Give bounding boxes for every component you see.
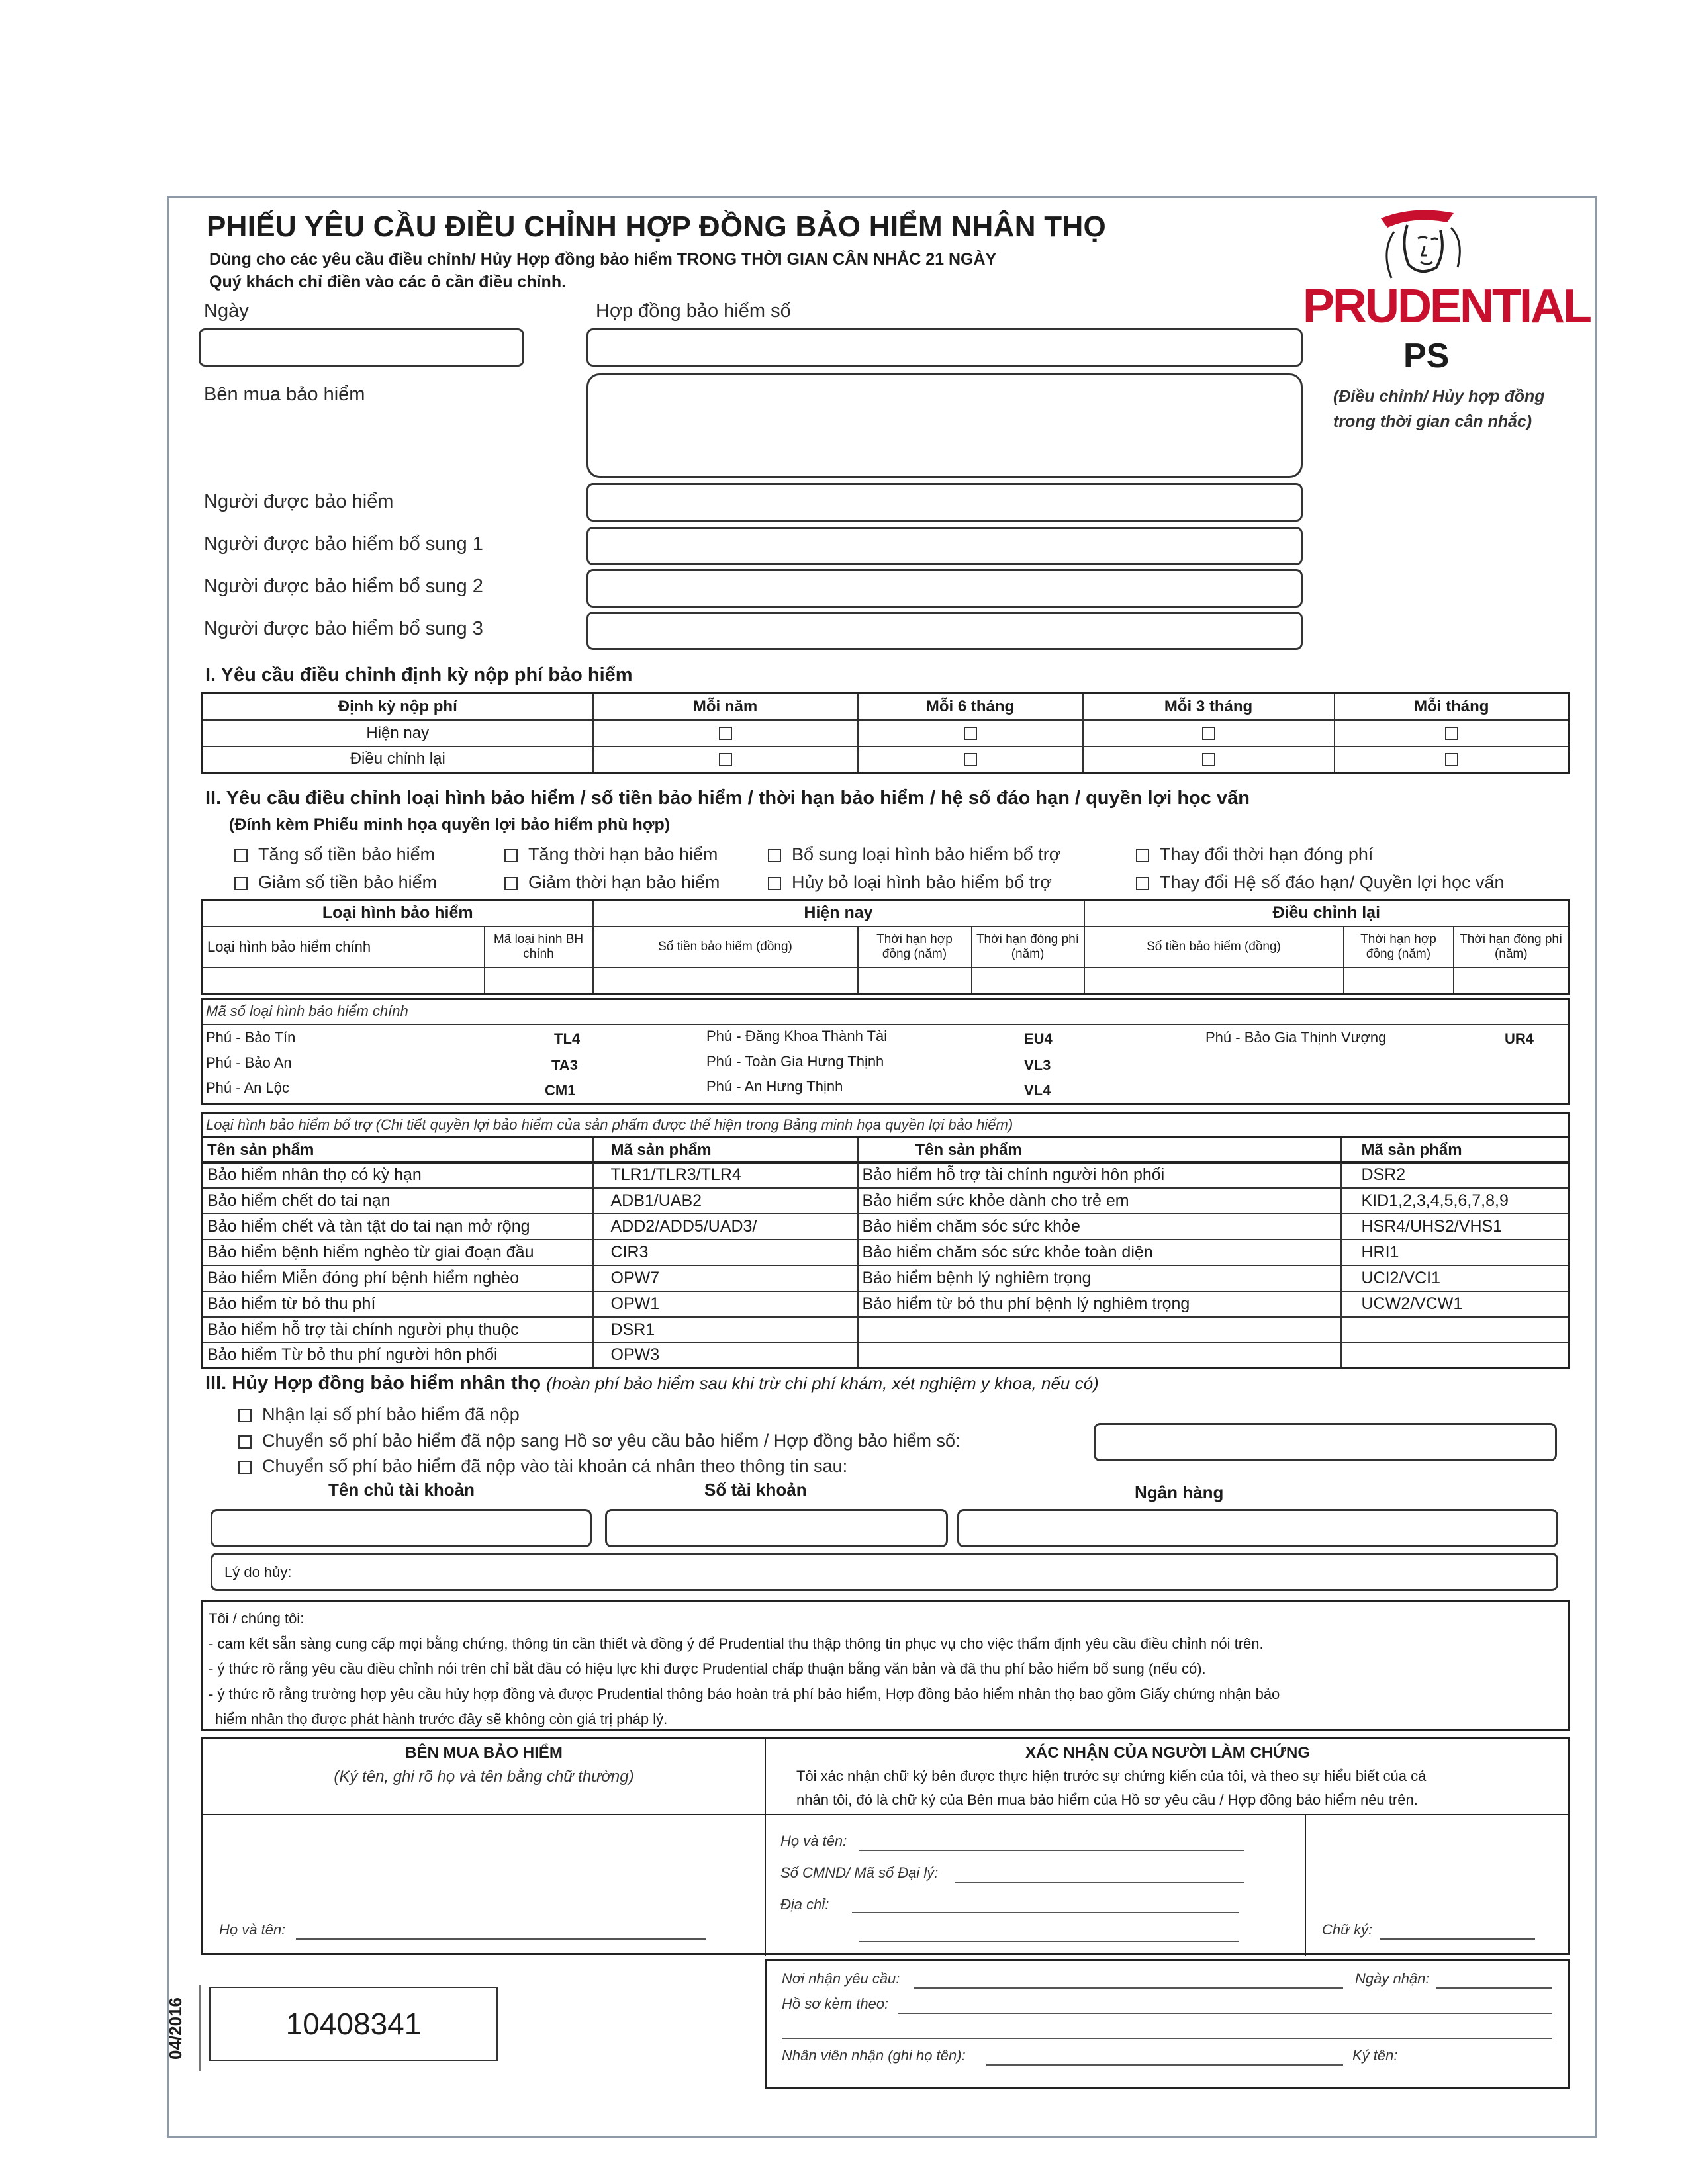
product-code-cell: TLR1/TLR3/TLR4	[593, 1162, 858, 1188]
input-cell[interactable]	[1084, 968, 1344, 994]
product-name-cell: Bảo hiểm bệnh hiểm nghèo từ giai đoạn đầu	[203, 1240, 593, 1265]
form-version: 04/2016	[165, 1997, 185, 2060]
bank-input[interactable]	[957, 1509, 1558, 1547]
riders-title-box	[201, 1112, 1570, 1136]
account-number-label: Số tài khoản	[704, 1480, 807, 1500]
product-name: Phú - Bảo An	[206, 1054, 292, 1071]
product-name-cell: Bảo hiểm chăm sóc sức khỏe toàn diện	[858, 1240, 1341, 1265]
checkbox[interactable]	[719, 727, 732, 740]
insured-1-input[interactable]	[586, 527, 1303, 565]
checkbox[interactable]	[1445, 727, 1458, 740]
checkbox[interactable]	[1136, 849, 1149, 862]
option-label: Giảm thời hạn bảo hiểm	[528, 872, 720, 892]
input-cell[interactable]	[858, 968, 972, 994]
product-name: Phú - An Hưng Thịnh	[706, 1078, 843, 1095]
receipt-attachments-line-2[interactable]	[782, 2038, 1552, 2039]
option-change-payment-term[interactable]	[1136, 844, 1373, 865]
declaration-line: - ý thức rõ rằng trường hợp yêu cầu hủy hợp đồng và được Prudential thông báo hoàn trả phí bảo hiểm, Hợp đồng bảo hiểm nhân thọ bao gồm Giấy chứng nhận bảo	[209, 1686, 1280, 1702]
table-subheader: Loại hình bảo hiểm chính	[203, 927, 485, 968]
insured-3-label: Người được bảo hiểm bổ sung 3	[204, 618, 483, 639]
option-label: Tăng thời hạn bảo hiểm	[528, 844, 718, 864]
witness-name-line[interactable]	[859, 1850, 1244, 1851]
table-header: Tên sản phẩm	[858, 1137, 1341, 1163]
checkbox[interactable]	[1202, 727, 1215, 740]
divider	[203, 1024, 1568, 1025]
table-row	[203, 1265, 1570, 1291]
table-header: Mỗi tháng	[1335, 694, 1570, 720]
section-1-title: I. Yêu cầu điều chỉnh định kỳ nộp phí bảo hiểm	[205, 664, 633, 686]
table-header: Định kỳ nộp phí	[203, 694, 593, 720]
cancel-option-refund[interactable]	[238, 1404, 520, 1425]
input-cell[interactable]	[485, 968, 593, 994]
product-code-cell	[1341, 1343, 1570, 1369]
page-instruction: Quý khách chỉ điền vào các ô cần điều chỉnh.	[209, 273, 567, 291]
checkbox[interactable]	[238, 1435, 252, 1449]
divider	[199, 1985, 201, 2071]
main-codes-title: Mã số loại hình bảo hiểm chính	[206, 1003, 408, 1019]
option-remove-rider[interactable]	[768, 872, 1052, 893]
form-note	[1333, 384, 1545, 434]
witness-sign-line[interactable]	[1380, 1938, 1535, 1940]
option-label: Hủy bỏ loại hình bảo hiểm bổ trợ	[792, 872, 1052, 892]
product-name-cell: Bảo hiểm từ bỏ thu phí	[203, 1291, 593, 1317]
buyer-name-label: Họ và tên:	[219, 1921, 286, 1938]
table-header: Mã sản phẩm	[1341, 1137, 1570, 1163]
form-note-line-1: (Điều chỉnh/ Hủy hợp đồng	[1333, 387, 1545, 406]
table-row	[203, 1162, 1570, 1188]
receipt-attachments-label: Hồ sơ kèm theo:	[782, 1995, 889, 2012]
receipt-sign-label: Ký tên:	[1352, 2047, 1398, 2064]
checkbox[interactable]	[504, 877, 518, 890]
product-code-cell: UCW2/VCW1	[1341, 1291, 1570, 1317]
table-row	[203, 720, 1570, 747]
option-decrease-term[interactable]	[504, 872, 720, 893]
account-holder-input[interactable]	[211, 1509, 592, 1547]
option-change-maturity[interactable]	[1136, 872, 1505, 893]
account-number-input[interactable]	[605, 1509, 948, 1547]
insured-2-input[interactable]	[586, 569, 1303, 608]
table-header: Mỗi 6 tháng	[858, 694, 1083, 720]
product-name: Phú - Đăng Khoa Thành Tài	[706, 1028, 888, 1044]
buyer-name-line[interactable]	[296, 1938, 706, 1940]
product-code-cell: ADB1/UAB2	[593, 1188, 858, 1214]
declaration-line: - cam kết sẵn sàng cung cấp mọi bằng chứng, thông tin cần thiết và đồng ý để Prudential thu thập thông tin phục vụ cho việc thẩm định yêu cầu điều chỉnh nói trên.	[209, 1635, 1264, 1652]
riders-body-table	[201, 1161, 1570, 1369]
checkbox[interactable]	[234, 877, 248, 890]
option-increase-term[interactable]	[504, 844, 718, 865]
section-3-title-note: (hoàn phí bảo hiểm sau khi trừ chi phí khám, xét nghiệm y khoa, nếu có)	[546, 1373, 1099, 1393]
table-row	[203, 1291, 1570, 1317]
checkbox[interactable]	[504, 849, 518, 862]
input-cell[interactable]	[972, 968, 1084, 994]
input-cell[interactable]	[1454, 968, 1570, 994]
product-name: Phú - Bảo Tín	[206, 1029, 296, 1046]
table-subheader: Thời hạn hợp đồng (năm)	[1344, 927, 1454, 968]
table-row	[203, 1214, 1570, 1240]
table-row	[203, 1188, 1570, 1214]
serial-number: 10408341	[209, 1987, 498, 2061]
product-code: VL4	[1024, 1082, 1051, 1099]
row-label: Hiện nay	[203, 720, 593, 747]
cancel-option-transfer-contract[interactable]	[238, 1431, 961, 1451]
witness-address-line-2[interactable]	[859, 1941, 1239, 1942]
product-code-cell: UCI2/VCI1	[1341, 1265, 1570, 1291]
product-name-cell: Bảo hiểm sức khỏe dành cho trẻ em	[858, 1188, 1341, 1214]
option-label: Thay đổi thời hạn đóng phí	[1160, 844, 1374, 864]
riders-title: Loại hình bảo hiểm bổ trợ (Chi tiết quyền lợi bảo hiểm của sản phẩm được thể hiện trong Bảng minh họa quyền lợi bảo hiểm)	[206, 1116, 1013, 1133]
riders-table	[201, 1136, 1570, 1164]
table-subheader: Thời hạn đóng phí (năm)	[1454, 927, 1570, 968]
buyer-label: Bên mua bảo hiểm	[204, 384, 365, 405]
product-name-cell: Bảo hiểm chăm sóc sức khỏe	[858, 1214, 1341, 1240]
option-label: Tăng số tiền bảo hiểm	[258, 844, 436, 864]
option-label: Thay đổi Hệ số đáo hạn/ Quyền lợi học vấn	[1160, 872, 1505, 892]
divider	[1305, 1814, 1306, 1956]
product-name-cell: Bảo hiểm Từ bỏ thu phí người hôn phối	[203, 1343, 593, 1369]
product-name: Phú - Bảo Gia Thịnh Vượng	[1205, 1029, 1387, 1046]
product-code-cell: OPW3	[593, 1343, 858, 1369]
product-code: EU4	[1024, 1030, 1053, 1047]
insured-2-label: Người được bảo hiểm bổ sung 2	[204, 576, 483, 597]
table-row	[203, 968, 1570, 994]
witness-name-label: Họ và tên:	[780, 1833, 847, 1849]
table-row	[203, 747, 1570, 773]
table-header-row	[203, 694, 1570, 720]
receipt-place-label: Nơi nhận yêu cầu:	[782, 1970, 900, 1987]
table-group-header: Hiện nay	[593, 900, 1084, 927]
checkbox[interactable]	[719, 753, 732, 766]
table-header: Mỗi 3 tháng	[1083, 694, 1335, 720]
product-name: Phú - An Lộc	[206, 1079, 289, 1096]
product-code: UR4	[1505, 1030, 1534, 1047]
section-2-attach-note: (Đính kèm Phiếu minh họa quyền lợi bảo hiểm phù hợp)	[229, 815, 671, 834]
product-code-cell: OPW7	[593, 1265, 858, 1291]
table-subheader: Mã loại hình BH chính	[485, 927, 593, 968]
date-label: Ngày	[204, 300, 249, 322]
product-name-cell	[858, 1343, 1341, 1369]
page-title: PHIẾU YÊU CẦU ĐIỀU CHỈNH HỢP ĐỒNG BẢO HIỂM NHÂN THỌ	[207, 210, 1107, 243]
insured-3-input[interactable]	[586, 612, 1303, 650]
witness-id-label: Số CMND/ Mã số Đại lý:	[780, 1864, 939, 1881]
section-3-title	[205, 1373, 1099, 1394]
table-header: Mã sản phẩm	[593, 1137, 858, 1163]
witness-id-line[interactable]	[955, 1882, 1244, 1883]
witness-title: XÁC NHẬN CỦA NGƯỜI LÀM CHỨNG	[1025, 1744, 1311, 1762]
option-increase-sum[interactable]	[234, 844, 435, 865]
divider	[203, 1814, 1570, 1815]
main-codes-box	[201, 998, 1570, 1105]
contract-number-input[interactable]	[586, 328, 1303, 367]
product-code: TL4	[554, 1030, 581, 1047]
input-cell[interactable]	[203, 968, 485, 994]
option-label: Nhận lại số phí bảo hiểm đã nộp	[262, 1404, 520, 1424]
product-code-cell	[1341, 1317, 1570, 1343]
option-decrease-sum[interactable]	[234, 872, 437, 893]
product-name-cell: Bảo hiểm bệnh lý nghiêm trọng	[858, 1265, 1341, 1291]
product-name-cell	[858, 1317, 1341, 1343]
page-subtitle: Dùng cho các yêu cầu điều chỉnh/ Hủy Hợp đồng bảo hiểm TRONG THỜI GIAN CÂN NHẮC 21 NGÀY	[209, 250, 997, 269]
receipt-box	[765, 1959, 1570, 2089]
witness-text: nhân tôi, đó là chữ ký của Bên mua bảo hiểm của Hồ sơ yêu cầu / Hợp đồng bảo hiểm nêu trên.	[796, 1792, 1418, 1808]
buyer-input[interactable]	[586, 373, 1303, 478]
product-code: TA3	[551, 1057, 578, 1073]
declaration-line: - ý thức rõ rằng yêu cầu điều chỉnh nói trên chỉ bắt đầu có hiệu lực khi được Prudential chấp thuận bằng văn bản và đã thu phí bảo hiểm bổ sung (nếu có).	[209, 1661, 1206, 1677]
table-group-header: Loại hình bảo hiểm	[203, 900, 593, 927]
checkbox[interactable]	[768, 877, 781, 890]
table-header: Tên sản phẩm	[203, 1137, 593, 1163]
table-subheader: Số tiền bảo hiểm (đồng)	[1084, 927, 1344, 968]
insured-input[interactable]	[586, 483, 1303, 522]
option-label: Chuyển số phí bảo hiểm đã nộp vào tài khoản cá nhân theo thông tin sau:	[262, 1456, 848, 1476]
riders-body	[201, 1161, 1570, 1369]
option-add-rider[interactable]	[768, 844, 1060, 865]
divider	[765, 1739, 766, 1956]
product-name-cell: Bảo hiểm chết và tàn tật do tai nạn mở rộng	[203, 1214, 593, 1240]
row-label: Điều chỉnh lại	[203, 747, 593, 773]
product-code: CM1	[545, 1082, 576, 1099]
checkbox[interactable]	[964, 753, 977, 766]
signature-box	[201, 1737, 1570, 1955]
table-row	[203, 1240, 1570, 1265]
cancel-reason-label: Lý do hủy:	[224, 1564, 292, 1580]
declaration-line: hiểm nhân thọ được phát hành trước đây sẽ không còn giá trị pháp lý.	[215, 1711, 668, 1727]
product-code-cell: CIR3	[593, 1240, 858, 1265]
payment-frequency-table	[201, 692, 1570, 774]
checkbox[interactable]	[964, 727, 977, 740]
witness-text: Tôi xác nhận chữ ký bên được thực hiện trước sự chứng kiến của tôi, và theo sự hiểu biết của cá	[796, 1768, 1427, 1784]
table-group-header: Điều chỉnh lại	[1084, 900, 1570, 927]
witness-sign-label: Chữ ký:	[1322, 1921, 1373, 1938]
receipt-date-label: Ngày nhận:	[1355, 1970, 1430, 1987]
product-name-cell: Bảo hiểm nhân thọ có kỳ hạn	[203, 1162, 593, 1188]
checkbox[interactable]	[1445, 753, 1458, 766]
table-subheader: Số tiền bảo hiểm (đồng)	[593, 927, 858, 968]
product-code-cell: ADD2/ADD5/UAD3/	[593, 1214, 858, 1240]
table-header-row	[203, 1137, 1570, 1163]
transfer-contract-number-input[interactable]	[1094, 1423, 1557, 1461]
account-holder-label: Tên chủ tài khoản	[328, 1480, 475, 1500]
product-name-cell: Bảo hiểm hỗ trợ tài chính người hôn phối	[858, 1162, 1341, 1188]
bank-label: Ngân hàng	[1135, 1482, 1224, 1502]
product-name-cell: Bảo hiểm chết do tai nạn	[203, 1188, 593, 1214]
table-row	[203, 1317, 1570, 1343]
table-header: Mỗi năm	[593, 694, 858, 720]
product-name-cell: Bảo hiểm hỗ trợ tài chính người phụ thuộc	[203, 1317, 593, 1343]
receipt-attachments-line[interactable]	[898, 2013, 1552, 2014]
input-cell[interactable]	[593, 968, 858, 994]
checkbox[interactable]	[1136, 877, 1149, 890]
table-subheader-row	[203, 927, 1570, 968]
product-code-cell: OPW1	[593, 1291, 858, 1317]
receipt-staff-label: Nhân viên nhận (ghi họ tên):	[782, 2047, 966, 2064]
option-label: Bổ sung loại hình bảo hiểm bổ trợ	[792, 844, 1061, 864]
product-name: Phú - Toàn Gia Hưng Thịnh	[706, 1053, 884, 1069]
form-code: PS	[1403, 337, 1450, 375]
form-note-line-2: trong thời gian cân nhắc)	[1333, 412, 1532, 431]
receipt-date-line[interactable]	[1436, 1987, 1552, 1989]
table-header-row	[203, 900, 1570, 927]
product-code-cell: DSR1	[593, 1317, 858, 1343]
product-adjustment-table	[201, 899, 1570, 995]
declaration-box	[201, 1600, 1570, 1731]
checkbox[interactable]	[238, 1461, 252, 1474]
contract-label: Hợp đồng bảo hiểm số	[596, 300, 791, 322]
buyer-sign-note: (Ký tên, ghi rõ họ và tên bằng chữ thường)	[334, 1768, 634, 1786]
option-label: Giảm số tiền bảo hiểm	[258, 872, 438, 892]
receipt-place-line[interactable]	[914, 1987, 1343, 1989]
checkbox[interactable]	[238, 1409, 252, 1422]
product-name-cell: Bảo hiểm từ bỏ thu phí bệnh lý nghiêm trọng	[858, 1291, 1341, 1317]
input-cell[interactable]	[1344, 968, 1454, 994]
date-input[interactable]	[199, 328, 524, 367]
prudential-mascot-icon	[1368, 199, 1474, 285]
witness-address-label: Địa chỉ:	[780, 1896, 829, 1913]
checkbox[interactable]	[1202, 753, 1215, 766]
table-subheader: Thời hạn đóng phí (năm)	[972, 927, 1084, 968]
product-code-cell: KID1,2,3,4,5,6,7,8,9	[1341, 1188, 1570, 1214]
product-name-cell: Bảo hiểm Miễn đóng phí bệnh hiểm nghèo	[203, 1265, 593, 1291]
buyer-sign-title: BÊN MUA BẢO HIỂM	[405, 1744, 563, 1762]
checkbox[interactable]	[768, 849, 781, 862]
product-code-cell: DSR2	[1341, 1162, 1570, 1188]
insured-1-label: Người được bảo hiểm bổ sung 1	[204, 533, 483, 555]
option-label: Chuyển số phí bảo hiểm đã nộp sang Hồ sơ yêu cầu bảo hiểm / Hợp đồng bảo hiểm số:	[262, 1431, 961, 1451]
declaration-intro: Tôi / chúng tôi:	[209, 1610, 305, 1627]
table-row	[203, 1343, 1570, 1369]
brand-logo: PRUDENTIAL	[1303, 280, 1590, 333]
checkbox[interactable]	[234, 849, 248, 862]
product-code-cell: HRI1	[1341, 1240, 1570, 1265]
table-subheader: Thời hạn hợp đồng (năm)	[858, 927, 972, 968]
section-2-title: II. Yêu cầu điều chỉnh loại hình bảo hiểm / số tiền bảo hiểm / thời hạn bảo hiểm / hệ số đáo hạn / quyền lợi học vấn	[205, 788, 1250, 809]
cancel-option-transfer-account[interactable]	[238, 1456, 847, 1477]
section-3-title-text: III. Hủy Hợp đồng bảo hiểm nhân thọ	[205, 1373, 541, 1394]
receipt-staff-line[interactable]	[986, 2064, 1343, 2066]
witness-address-line[interactable]	[852, 1912, 1239, 1913]
product-code-cell: HSR4/UHS2/VHS1	[1341, 1214, 1570, 1240]
insured-label: Người được bảo hiểm	[204, 491, 394, 512]
product-code: VL3	[1024, 1057, 1051, 1073]
cancel-reason-input[interactable]	[211, 1553, 1558, 1591]
